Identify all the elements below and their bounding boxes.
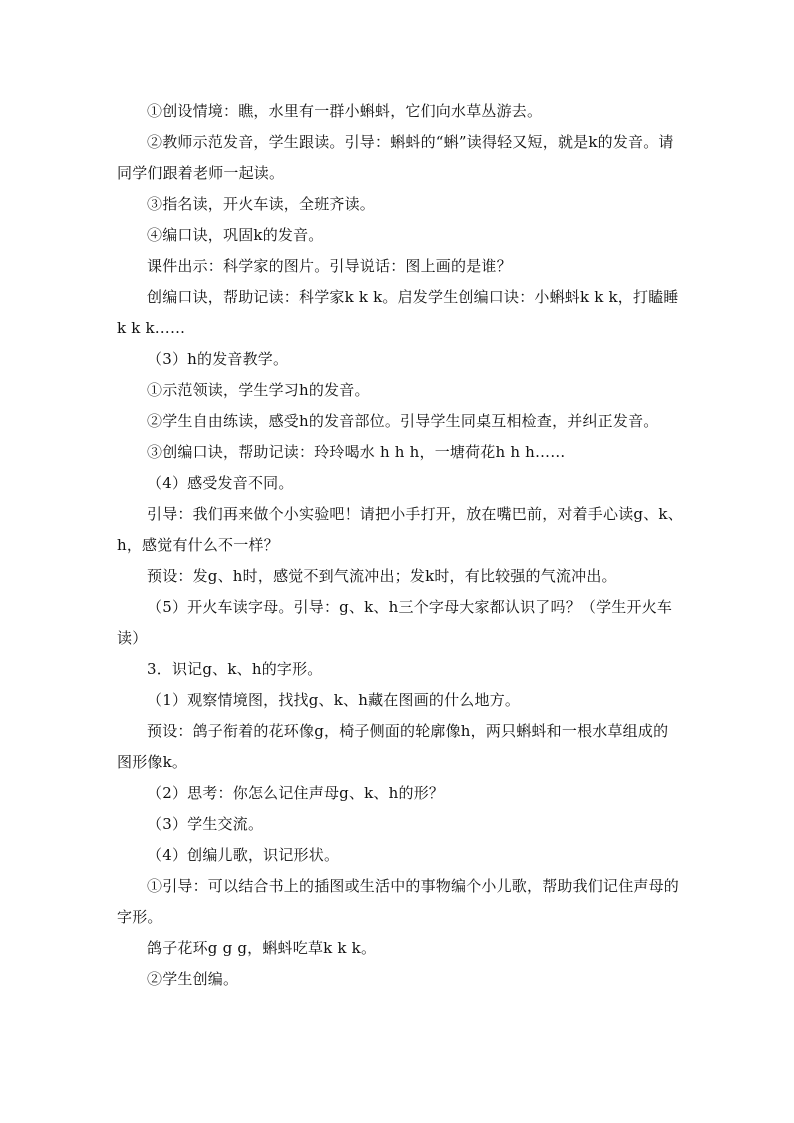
paragraph: ②学生自由练读，感受h的发音部位。引导学生同桌互相检查，并纠正发音。 — [147, 412, 659, 430]
paragraph: ①引导：可以结合书上的插图或生活中的事物编个小儿歌，帮助我们记住声母的字形。 — [117, 877, 680, 926]
paragraph: ③创编口诀，帮助记读：玲玲喝水 h h h，一塘荷花h h h…… — [147, 443, 566, 461]
paragraph: ③指名读，开火车读，全班齐读。 — [147, 195, 376, 213]
paragraph: ④编口诀，巩固k的发音。 — [147, 226, 324, 244]
section-heading: （3）h的发音教学。 — [147, 350, 289, 368]
section-heading: （5）开火车读字母。引导：g、k、h三个字母大家都认识了吗？（学生开火车读） — [117, 598, 673, 647]
paragraph: 鸽子花环g g g，蝌蚪吃草k k k。 — [147, 939, 377, 957]
lesson-text — [117, 96, 683, 995]
paragraph: （2）思考：你怎么记住声母g、k、h的形？ — [147, 784, 445, 802]
paragraph: 创编口诀，帮助记读：科学家k k k。启发学生创编口诀：小蝌蚪k k k，打瞌睡 k k k…… — [117, 288, 679, 337]
paragraph: 预设：鸽子衔着的花环像g，椅子侧面的轮廓像h，两只蝌蚪和一根水草组成的图形像k。 — [117, 722, 669, 771]
paragraph: （4）创编儿歌，识记形状。 — [147, 846, 340, 864]
paragraph: （1）观察情境图，找找g、k、h藏在图画的什么地方。 — [147, 691, 521, 709]
paragraph: 预设：发g、h时，感觉不到气流冲出；发k时，有比较强的气流冲出。 — [147, 567, 617, 585]
paragraph: ①创设情境：瞧，水里有一群小蝌蚪，它们向水草丛游去。 — [147, 102, 543, 120]
paragraph: （3）学生交流。 — [147, 815, 264, 833]
paragraph: ①示范领读，学生学习h的发音。 — [147, 381, 370, 399]
paragraph: 课件出示：科学家的图片。引导说话：图上画的是谁？ — [147, 257, 512, 275]
section-heading: 3．识记g、k、h的字形。 — [147, 660, 323, 678]
paragraph: 引导：我们再来做个小实验吧！请把小手打开，放在嘴巴前，对着手心读g、k、h，感觉有什么不一样？ — [117, 505, 683, 554]
paragraph: ②教师示范发音，学生跟读。引导：蝌蚪的“蝌”读得轻又短，就是k的发音。请同学们跟着老师一起读。 — [117, 133, 674, 182]
section-heading: （4）感受发音不同。 — [147, 474, 294, 492]
paragraph: ②学生创编。 — [147, 970, 239, 988]
